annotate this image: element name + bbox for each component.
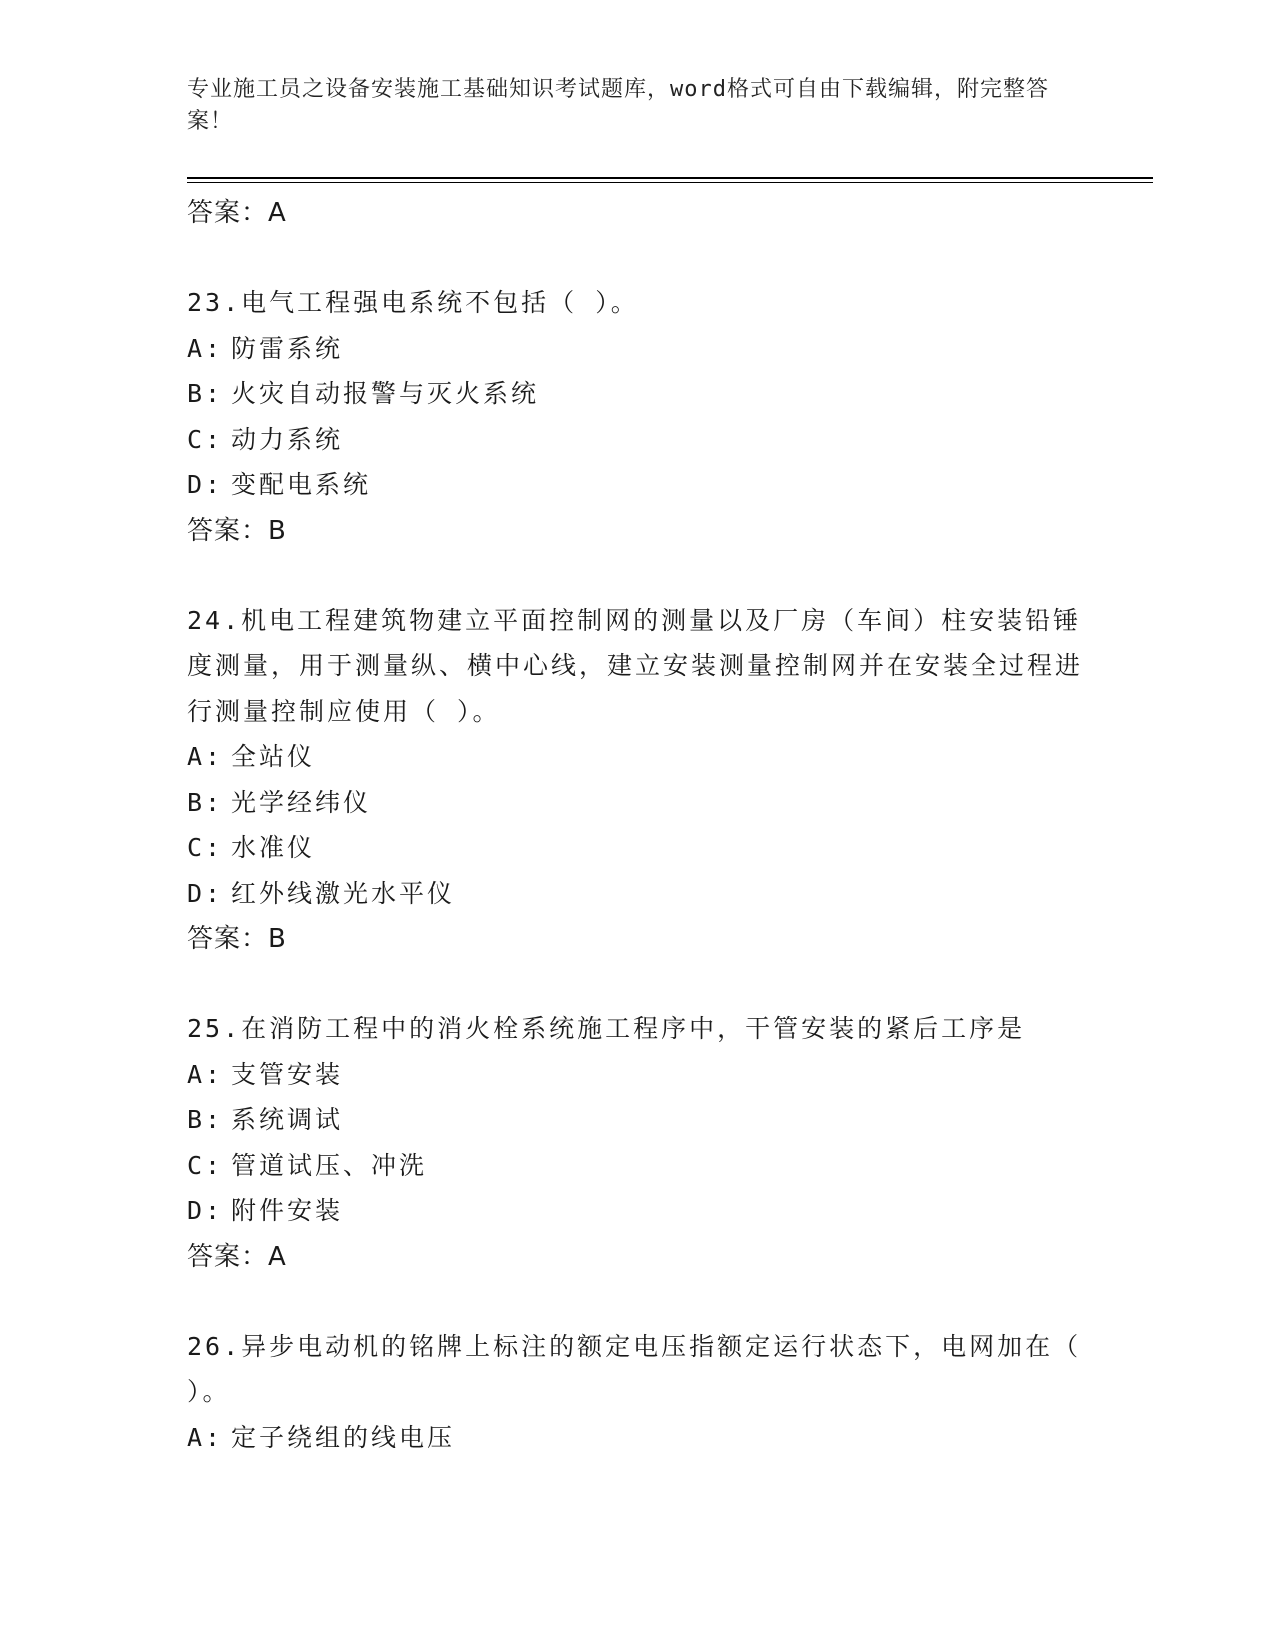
option-text: 防雷系统	[231, 333, 344, 363]
answer-value: B	[268, 515, 287, 546]
option-b	[187, 371, 1087, 417]
option-key: D:	[187, 470, 224, 499]
question-stem: 26.异步电动机的铭牌上标注的额定电压指额定运行状态下，电网加在（ ）。	[187, 1331, 1082, 1406]
answer-line	[187, 508, 1087, 554]
question-stem: 25.在消防工程中的消火栓系统施工程序中，干管安装的紧后工序是	[187, 1014, 1026, 1043]
option-key: B:	[187, 1105, 224, 1134]
question-stem: 24.机电工程建筑物建立平面控制网的测量以及厂房（车间）柱安装铅锤度测量，用于测量纵、横中心线，建立安装测量控制网并在安装全过程进行测量控制应使用（ ）。	[187, 605, 1084, 726]
option-key: A:	[187, 742, 224, 771]
option-key: C:	[187, 424, 224, 454]
option-text: 变配电系统	[231, 470, 372, 499]
question-24	[187, 598, 1087, 963]
option-text: 管道试压、冲洗	[231, 1150, 428, 1180]
question-stem: 23.电气工程强电系统不包括（ ）。	[187, 288, 639, 317]
answer-value: A	[268, 1241, 287, 1272]
option-text: 动力系统	[231, 424, 344, 454]
question-23	[187, 280, 1087, 554]
option-key: D:	[187, 1196, 224, 1225]
option-c	[187, 825, 1087, 871]
option-text: 光学经纬仪	[231, 787, 372, 817]
answer-value: A	[268, 198, 287, 228]
answer-line	[187, 1234, 1087, 1280]
option-d	[187, 462, 1087, 508]
option-b	[187, 780, 1087, 826]
option-text: 定子绕组的线电压	[231, 1422, 456, 1452]
answer-line	[187, 916, 1087, 962]
option-text: 水准仪	[231, 833, 316, 862]
option-key: C:	[187, 1150, 224, 1180]
document-content	[187, 190, 1087, 1460]
option-d	[187, 1188, 1087, 1234]
answer-label: 答案：	[187, 1241, 269, 1272]
option-key: B:	[187, 379, 224, 408]
option-text: 红外线激光水平仪	[231, 878, 456, 908]
answer-label: 答案：	[187, 515, 269, 546]
header-divider	[187, 177, 1153, 179]
answer-label: 答案：	[187, 198, 269, 228]
option-text: 支管安装	[231, 1059, 344, 1089]
option-d	[187, 871, 1087, 917]
answer-value: B	[268, 924, 287, 954]
question-26	[187, 1324, 1087, 1461]
option-text: 系统调试	[231, 1105, 344, 1134]
option-key: C:	[187, 833, 224, 862]
option-c	[187, 1143, 1087, 1189]
option-text: 全站仪	[231, 742, 316, 771]
answer-line	[187, 190, 1087, 236]
option-b	[187, 1097, 1087, 1143]
option-a	[187, 326, 1087, 372]
option-text: 附件安装	[231, 1196, 344, 1225]
answer-label: 答案：	[187, 924, 269, 954]
option-a	[187, 734, 1087, 780]
document-header: 专业施工员之设备安装施工基础知识考试题库，word格式可自由下载编辑，附完整答案！	[187, 77, 1049, 134]
option-key: A:	[187, 333, 224, 363]
option-key: B:	[187, 787, 224, 817]
option-text: 火灾自动报警与灭火系统	[231, 379, 540, 408]
option-a	[187, 1052, 1087, 1098]
option-key: D:	[187, 878, 224, 908]
option-a	[187, 1415, 1087, 1461]
option-key: A:	[187, 1059, 224, 1089]
option-c	[187, 417, 1087, 463]
question-25	[187, 1006, 1087, 1280]
option-key: A:	[187, 1422, 224, 1452]
header-divider-thin	[187, 182, 1153, 183]
